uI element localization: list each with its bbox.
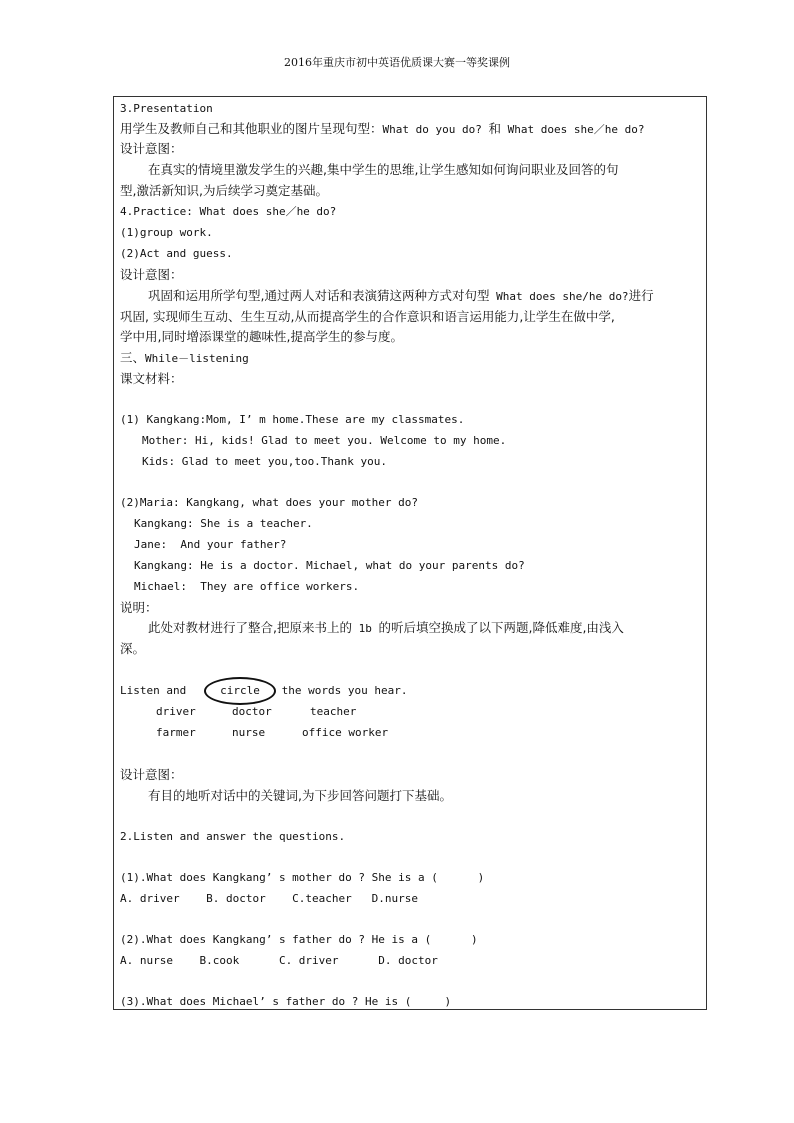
dialogue-line: Kangkang: She is a teacher. bbox=[134, 517, 313, 530]
dialogue-line: (1) Kangkang:Mom, I’ m home.These are my classmates. bbox=[120, 413, 465, 426]
design-intent-text: 巩固, 实现师生互动、生生互动,从而提高学生的合作意识和语言运用能力,让学生在做中学, bbox=[120, 309, 615, 324]
word-option: driver bbox=[156, 705, 196, 718]
word-option: teacher bbox=[310, 705, 357, 718]
listen-circle-instruction-end: the words you hear. bbox=[275, 684, 408, 697]
dialogue-line: (2)Maria: Kangkang, what does your mother do? bbox=[120, 496, 419, 509]
question-options: A. nurse B.cook C. driver D. doctor bbox=[120, 954, 438, 967]
section-while-listening bbox=[120, 348, 249, 369]
text: 此处对教材进行了整合,把原来书上的 bbox=[148, 620, 352, 635]
section-practice: 4.Practice: What does she／he do? bbox=[120, 205, 337, 218]
listen-circle-instruction-start: Listen and bbox=[120, 684, 193, 697]
text: What do you do? bbox=[382, 123, 489, 136]
word-option: office worker bbox=[302, 726, 389, 739]
text: While－listening bbox=[145, 352, 249, 365]
note-text bbox=[148, 618, 624, 639]
practice-item: (2)Act and guess. bbox=[120, 247, 233, 260]
dialogue-line: Jane: And your father? bbox=[134, 538, 287, 551]
design-intent-text: 在真实的情境里激发学生的兴趣,集中学生的思维,让学生感知如何询问职业及回答的句 bbox=[148, 162, 619, 177]
note-label: 说明： bbox=[120, 600, 158, 615]
question: (3).What does Michael’ s father do ? He is ( ) bbox=[120, 995, 452, 1008]
text: What does she/he do? bbox=[489, 290, 629, 303]
question: (2).What does Kangkang’ s father do ? He is a ( ) bbox=[120, 933, 478, 946]
listen-answer-heading: 2.Listen and answer the questions. bbox=[120, 830, 346, 843]
design-intent-text: 学中用,同时增添课堂的趣味性,提高学生的参与度。 bbox=[120, 329, 403, 344]
circle-word: circle bbox=[204, 677, 276, 705]
page-header: 2016年重庆市初中英语优质课大赛一等奖课例 bbox=[284, 56, 510, 69]
word-option: doctor bbox=[232, 705, 272, 718]
text: 的听后填空换成了以下两题,降低难度,由浅入 bbox=[378, 620, 624, 635]
question-options: A. driver B. doctor C.teacher D.nurse bbox=[120, 892, 419, 905]
dialogue-line: Mother: Hi, kids! Glad to meet you. Welcome to my home. bbox=[142, 434, 507, 447]
design-intent-text: 有目的地听对话中的关键词,为下步回答问题打下基础。 bbox=[148, 788, 452, 803]
text: 三、 bbox=[120, 350, 146, 365]
dialogue-line: Michael: They are office workers. bbox=[134, 580, 360, 593]
design-intent-label: 设计意图： bbox=[120, 767, 183, 782]
design-intent-label: 设计意图： bbox=[120, 141, 183, 156]
design-intent-text bbox=[148, 286, 654, 307]
section-presentation: 3.Presentation bbox=[120, 102, 213, 115]
design-intent-text: 型,激活新知识,为后续学习奠定基础。 bbox=[120, 183, 328, 198]
text: What does she／he do? bbox=[501, 123, 645, 136]
text: 用学生及教师自己和其他职业的图片呈现句型： bbox=[120, 121, 383, 136]
text-material-label: 课文材料： bbox=[120, 371, 183, 386]
word-option: farmer bbox=[156, 726, 196, 739]
note-text: 深。 bbox=[120, 641, 146, 656]
text: 进行 bbox=[628, 288, 654, 303]
presentation-desc bbox=[120, 119, 644, 140]
text: 巩固和运用所学句型,通过两人对话和表演猜这两种方式对句型 bbox=[148, 288, 490, 303]
word-option: nurse bbox=[232, 726, 266, 739]
dialogue-line: Kids: Glad to meet you,too.Thank you. bbox=[142, 455, 388, 468]
text: 1b bbox=[351, 622, 379, 635]
question: (1).What does Kangkang’ s mother do ? She is a ( ) bbox=[120, 871, 485, 884]
lesson-plan-table-cell bbox=[113, 96, 707, 1010]
practice-item: (1)group work. bbox=[120, 226, 213, 239]
dialogue-line: Kangkang: He is a doctor. Michael, what do your parents do? bbox=[134, 559, 525, 572]
design-intent-label: 设计意图： bbox=[120, 267, 183, 282]
text: 和 bbox=[488, 121, 501, 136]
